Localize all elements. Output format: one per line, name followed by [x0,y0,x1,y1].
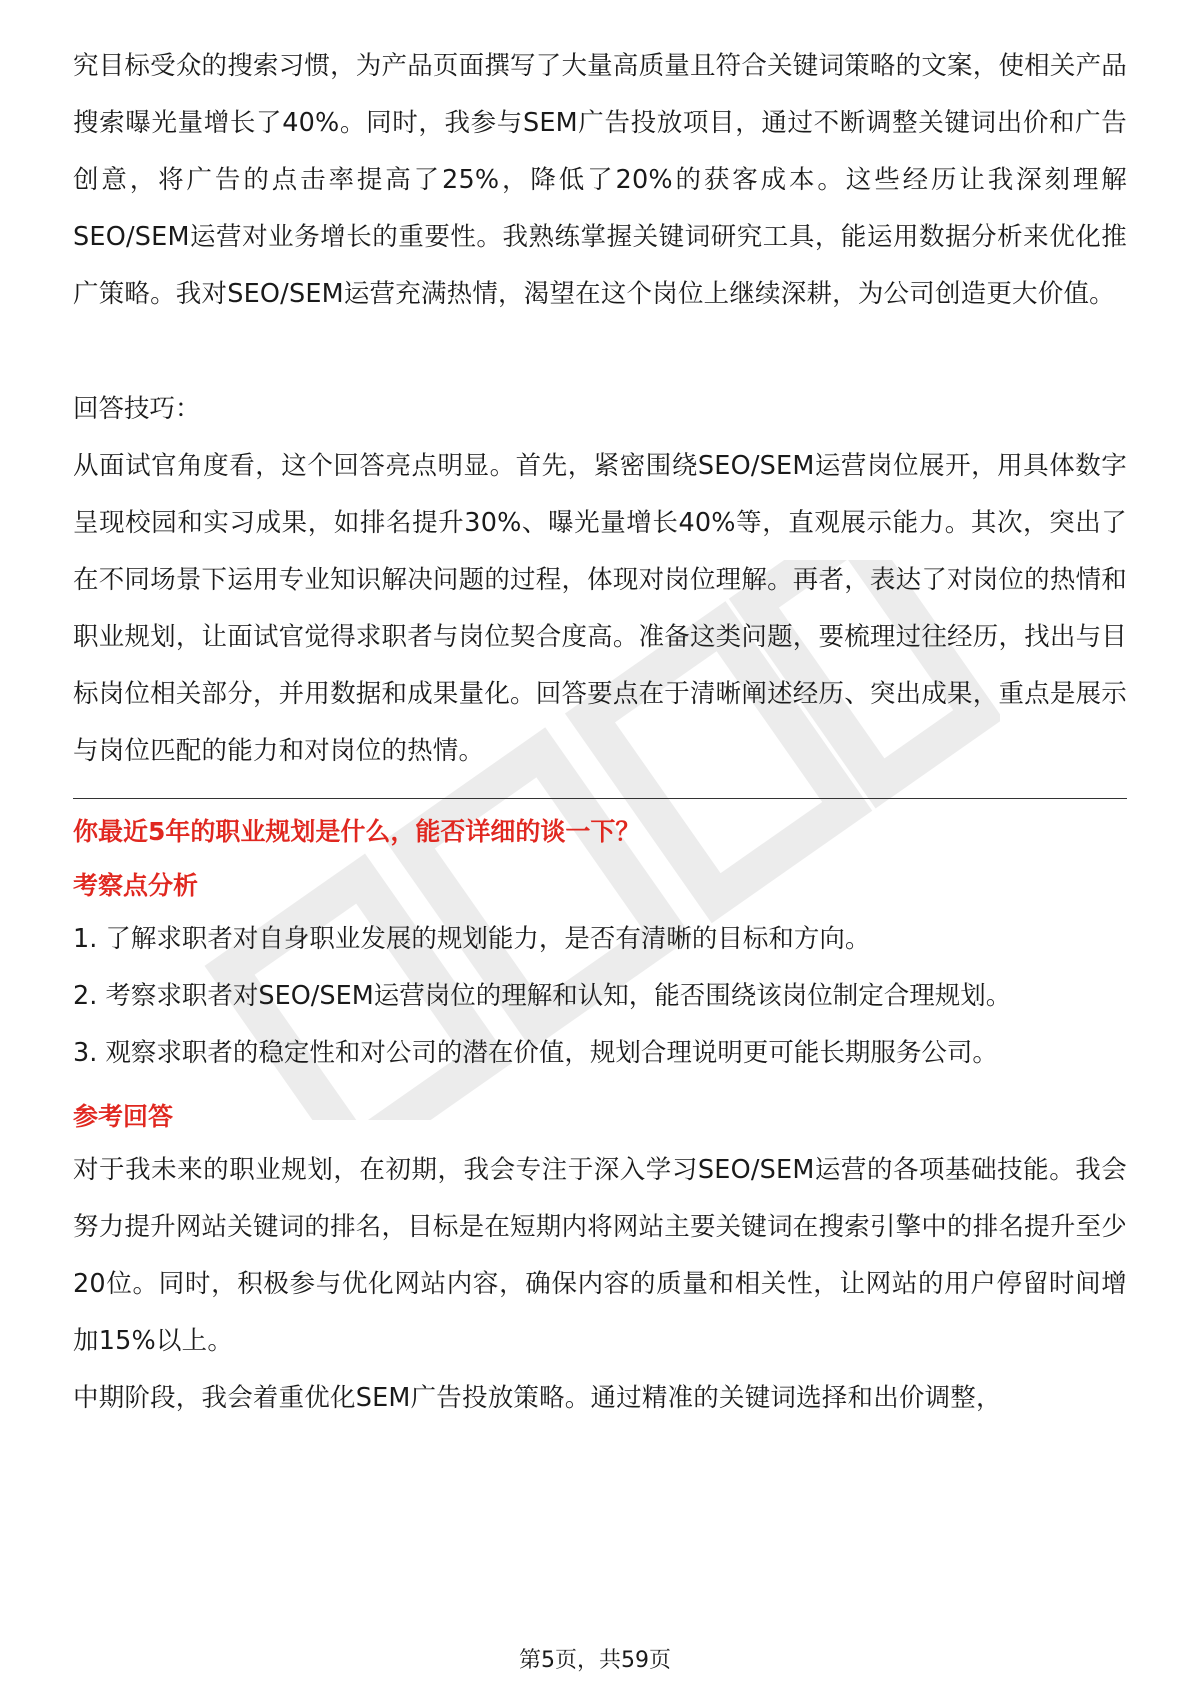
reference-paragraph-1: 对于我未来的职业规划，在初期，我会专注于深入学习SEO/SEM运营的各项基础技能。我会努力提升网站关键词的排名，目标是在短期内将网站主要关键词在搜索引擎中的排名提升至少20位。同时，积极参与优化网站内容，确保内容的质量和相关性，让网站的用户停留时间增加15%以上。 [73,1155,1127,1356]
tips-label: 回答技巧： [73,394,201,424]
analysis-item-3: 3. 观察求职者的稳定性和对公司的潜在价值，规划合理说明更可能长期服务公司。 [73,1038,998,1068]
document-page [73,38,1127,1427]
reference-paragraph-2: 中期阶段，我会着重优化SEM广告投放策略。通过精准的关键词选择和出价调整， [73,1383,1002,1413]
section-gap [73,323,1127,381]
question-title: 你最近5年的职业规划是什么，能否详细的谈一下？ [73,817,641,846]
page-footer: 第5页，共59页 [519,1648,671,1673]
analysis-heading: 考察点分析 [73,871,199,900]
intro-paragraph: 究目标受众的搜索习惯，为产品页面撰写了大量高质量且符合关键词策略的文案，使相关产品搜索曝光量增长了40%。同时，我参与SEM广告投放项目，通过不断调整关键词出价和广告创意，将广告的点击率提高了25%，降低了20%的获客成本。这些经历让我深刻理解SEO/SEM运营对业务增长的重要性。我熟练掌握关键词研究工具，能运用数据分析来优化推广策略。我对SEO/SEM运营充满热情，渴望在这个岗位上继续深耕，为公司创造更大价值。 [73,51,1127,309]
analysis-item-2: 2. 考察求职者对SEO/SEM运营岗位的理解和认知，能否围绕该岗位制定合理规划。 [73,981,1012,1011]
tips-body: 从面试官角度看，这个回答亮点明显。首先，紧密围绕SEO/SEM运营岗位展开，用具体数字呈现校园和实习成果，如排名提升30%、曝光量增长40%等，直观展示能力。其次，突出了在不同场景下运用专业知识解决问题的过程，体现对岗位理解。再者，表达了对岗位的热情和职业规划，让面试官觉得求职者与岗位契合度高。准备这类问题，要梳理过往经历，找出与目标岗位相关部分，并用数据和成果量化。回答要点在于清晰阐述经历、突出成果，重点是展示与岗位匹配的能力和对岗位的热情。 [73,451,1127,766]
spacer [73,1082,1127,1088]
analysis-item-1: 1. 了解求职者对自身职业发展的规划能力，是否有清晰的目标和方向。 [73,924,871,954]
reference-heading: 参考回答 [73,1102,174,1131]
section-divider [73,798,1127,799]
